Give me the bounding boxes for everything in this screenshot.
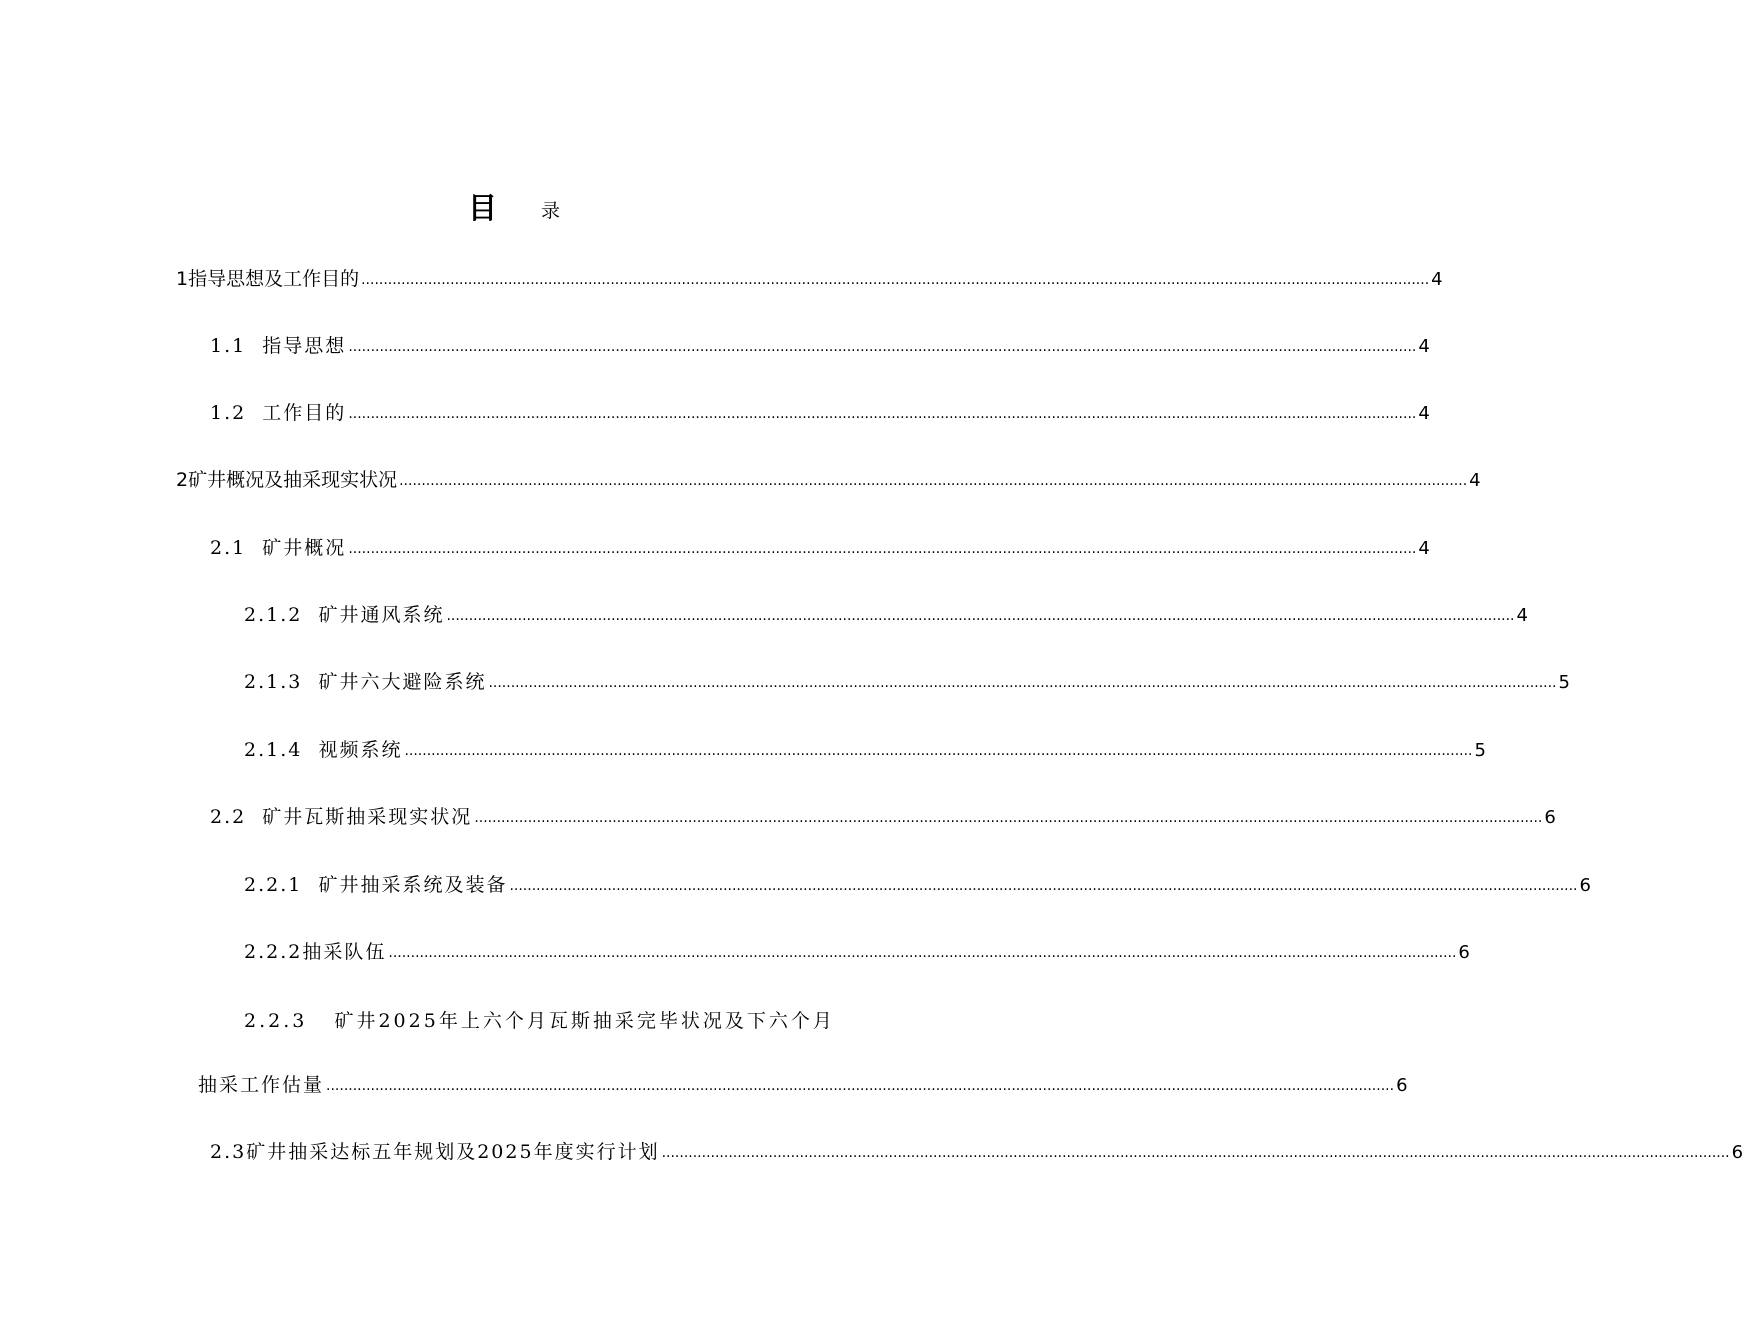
toc-leader-dots: ................................................................................................................................................................................................................................................ — [474, 810, 1543, 826]
toc-entry-label: 矿井瓦斯抽采现实状况 — [262, 806, 473, 828]
toc-entry-number: 1.2 — [210, 402, 263, 424]
toc-entry-number: 2 — [176, 469, 189, 491]
toc-entry-number: 2.2.2 — [244, 941, 303, 963]
toc-entry-page: 6 — [1731, 1142, 1743, 1163]
toc-entry-label: 矿井抽采系统及装备 — [318, 874, 508, 896]
toc-leader-dots: ................................................................................................................................................................................................................................................ — [661, 1145, 1730, 1161]
toc-entry-label: 抽采队伍 — [302, 941, 387, 963]
toc-entry-2-1-3[interactable] — [244, 667, 1570, 697]
toc-entry-page: 4 — [1418, 403, 1430, 424]
toc-entry-page: 6 — [1458, 942, 1470, 963]
toc-entry-number: 2.1 — [210, 537, 263, 559]
toc-entry-number: 2.1.2 — [244, 604, 319, 626]
toc-entry-1[interactable] — [176, 264, 1443, 294]
toc-entry-number: 2.1.4 — [244, 739, 319, 761]
toc-leader-dots: ................................................................................................................................................................................................................................................ — [404, 743, 1473, 759]
toc-entry-page: 4 — [1516, 605, 1528, 626]
toc-entry-2-1[interactable] — [210, 533, 1430, 563]
toc-entry-number: 1 — [176, 268, 189, 290]
toc-leader-dots: ................................................................................................................................................................................................................................................ — [446, 608, 1515, 624]
toc-entry-page: 4 — [1418, 336, 1430, 357]
toc-entry-label: 视频系统 — [318, 739, 403, 761]
toc-entry-number: 1.1 — [210, 335, 263, 357]
toc-title-main: 目 — [468, 191, 498, 225]
toc-entry-page: 4 — [1469, 470, 1481, 491]
toc-entry-number: 2.3 — [210, 1141, 247, 1163]
toc-entry-2-2-3-line2[interactable] — [198, 1070, 1408, 1100]
toc-entry-2-3[interactable] — [210, 1137, 1743, 1167]
toc-entry-2-1-2[interactable] — [244, 600, 1528, 630]
toc-leader-dots: ................................................................................................................................................................................................................................................ — [326, 1078, 1395, 1094]
toc-entry-label: 矿井概况 — [262, 537, 347, 559]
toc-entry-1-1[interactable] — [210, 331, 1430, 361]
toc-entry-label: 工作目的 — [262, 402, 347, 424]
toc-leader-dots: ................................................................................................................................................................................................................................................ — [509, 878, 1578, 894]
toc-entry-label: 指导思想及工作目的 — [188, 268, 360, 290]
toc-entry-label: 矿井概况及抽采现实状况 — [188, 469, 398, 491]
toc-entry-2-1-4[interactable] — [244, 735, 1486, 765]
toc-entry-label: 矿井通风系统 — [318, 604, 445, 626]
toc-leader-dots: ................................................................................................................................................................................................................................................ — [361, 272, 1430, 288]
toc-entry-2-2-2[interactable] — [244, 937, 1470, 967]
toc-entry-page: 4 — [1431, 269, 1443, 290]
toc-entry-2-2[interactable] — [210, 802, 1556, 832]
toc-entry-label: 矿井抽采达标五年规划及2025年度实行计划 — [246, 1141, 660, 1163]
toc-entry-label: 指导思想 — [262, 335, 347, 357]
toc-entry-page: 6 — [1544, 807, 1556, 828]
toc-entry-number: 2.2.1 — [244, 874, 319, 896]
toc-entry-label: 矿井六大避险系统 — [318, 671, 487, 693]
toc-leader-dots: ................................................................................................................................................................................................................................................ — [348, 339, 1417, 355]
toc-entry-page: 5 — [1474, 740, 1486, 761]
toc-title — [0, 190, 950, 230]
toc-leader-dots: ................................................................................................................................................................................................................................................ — [348, 406, 1417, 422]
toc-entry-page: 6 — [1579, 875, 1591, 896]
toc-title-sub: 录 — [541, 200, 561, 222]
toc-leader-dots: ................................................................................................................................................................................................................................................ — [388, 945, 1457, 961]
toc-leader-dots: ................................................................................................................................................................................................................................................ — [348, 541, 1417, 557]
toc-entry-number: 2.1.3 — [244, 671, 319, 693]
toc-leader-dots: ................................................................................................................................................................................................................................................ — [399, 473, 1468, 489]
toc-entry-page: 4 — [1418, 538, 1430, 559]
toc-leader-dots: ................................................................................................................................................................................................................................................ — [488, 675, 1557, 691]
toc-entry-2[interactable] — [176, 465, 1481, 495]
toc-entry-2-2-1[interactable] — [244, 870, 1591, 900]
toc-entry-2-2-3-line1[interactable]: 2.2.3 矿井2025年上六个月瓦斯抽采完毕状况及下六个月 — [244, 1010, 835, 1032]
toc-entry-page: 5 — [1558, 672, 1570, 693]
toc-entry-label: 抽采工作估量 — [198, 1074, 325, 1096]
toc-entry-page: 6 — [1396, 1075, 1408, 1096]
toc-entry-1-2[interactable] — [210, 398, 1430, 428]
toc-entry-number: 2.2 — [210, 806, 263, 828]
